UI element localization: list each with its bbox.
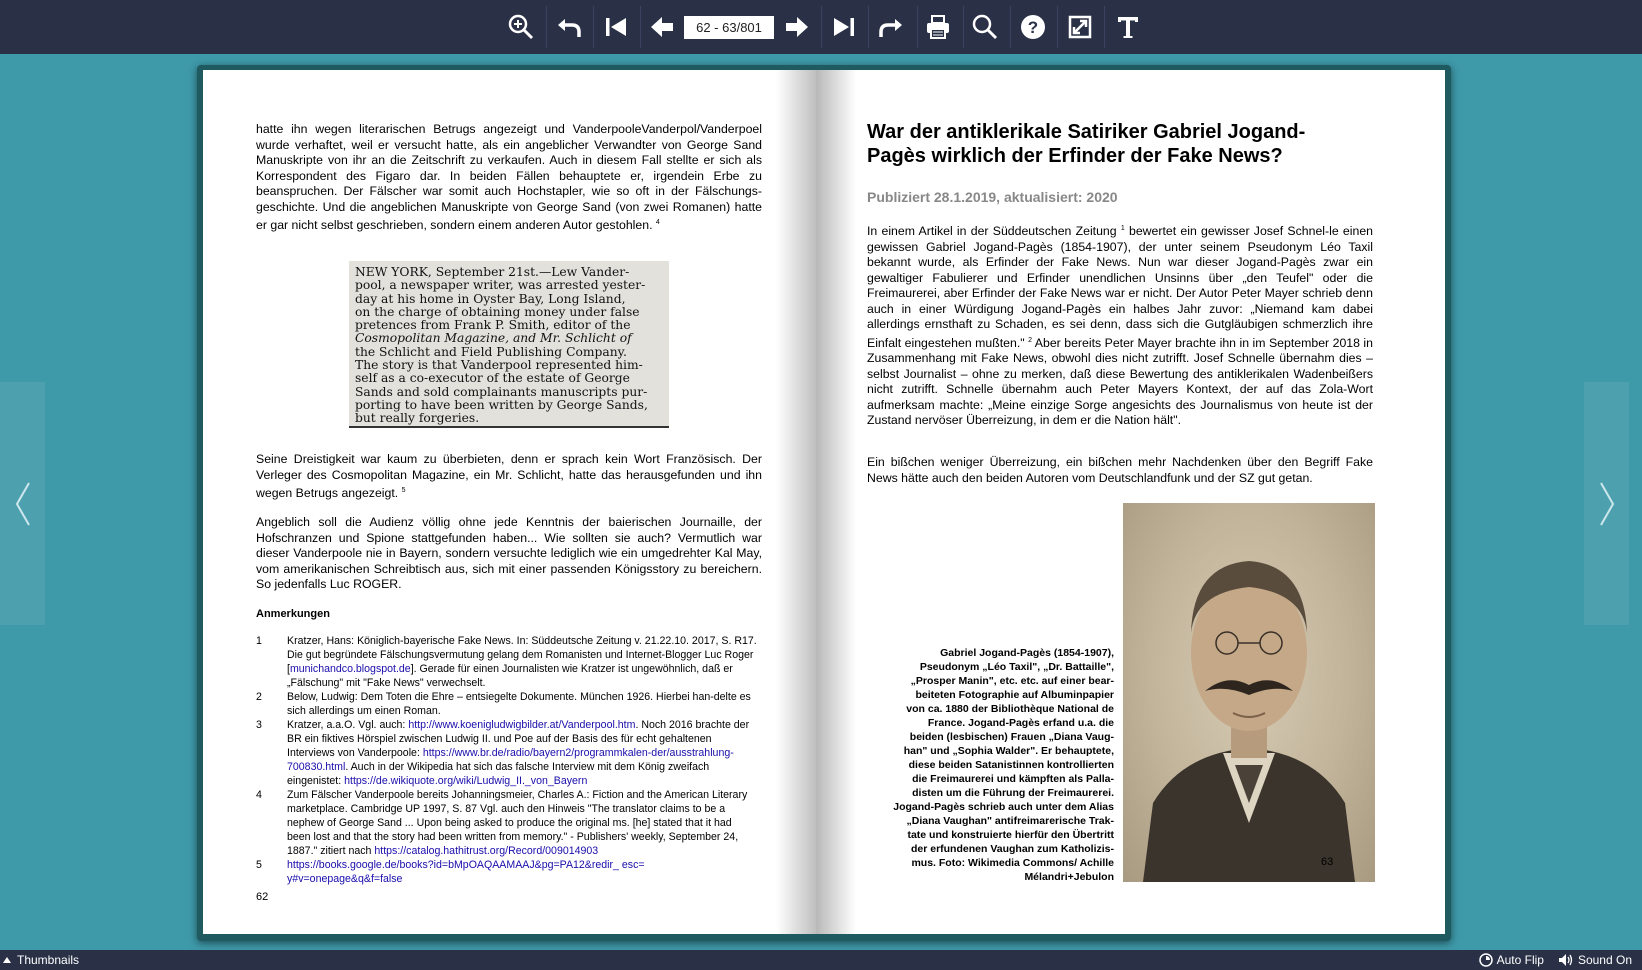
auto-flip-label: Auto Flip <box>1496 953 1544 967</box>
chevron-right-icon <box>1597 479 1617 529</box>
page-number-left: 62 <box>256 891 269 903</box>
footnote-2: 2 Below, Ludwig: Dem Toten die Ehre – entsiegelte Dokumente. München 1926. Hierbei han-delte es sich allerdings um einen Roman. <box>256 691 751 717</box>
fullscreen-icon <box>1066 13 1094 41</box>
redo-arrow-icon <box>877 13 905 41</box>
speaker-icon <box>1558 953 1574 967</box>
left-paragraph-1: hatte ihn wegen literarischen Betrugs angezeigt und VanderpooleVanderpol/Vanderpoel wurde verhaftet, weil er versucht hatte, als ein angeblicher Verwandter von George Sand Manuskripte von ihr an die Zeitschrift zu verkaufen. Auch in diesem Fall stellte er sich als Korrespondent des Figaro dar. In beiden Fällen behauptete er, irgendein Erbe zu beanspruchen. Der Fälscher war somit auch Hochstapler, wie so oft in der Fälschungs-geschichte. Und die angeblichen Manuskripte von George Sand (von zwei Romanen) hatte er gar nicht selbst geschrieben, sondern einem anderen Autor gestohlen. $^4$ <box>256 122 762 233</box>
search-icon <box>971 13 999 41</box>
undo-arrow-icon <box>555 13 583 41</box>
svg-text:?: ? <box>1027 18 1039 37</box>
footnote-5: 5 https://books.google.de/books?id=bMpOAQAAMAAJ&pg=PA12&redir_ esc=y#v=onepage&q&f=false <box>256 859 645 885</box>
text-icon <box>1114 13 1142 41</box>
forward-button[interactable] <box>871 7 911 47</box>
footnote-link[interactable]: https://books.google.de/books?id=bMpOAQAAMAAJ&pg=PA12&redir_ esc=y#v=onepage&q&f=false <box>287 859 645 885</box>
next-page-side-arrow[interactable] <box>1584 382 1629 625</box>
print-button[interactable] <box>918 7 958 47</box>
search-button[interactable] <box>965 7 1005 47</box>
zoom-in-button[interactable] <box>501 7 541 47</box>
help-icon <box>1019 13 1047 41</box>
footnote-1: 1 Kratzer, Hans: Königlich-bayerische Fake News. In: Süddeutsche Zeitung v. 21.22.10. 2017, S. R17. Die gut begründete Fälschungsvermutung gelang dem Romanisten und Internet-Blogger Luc Roger [munichandco.blogspot.de]. Gerade für einen Journalisten wie Kratzer ist ungewöhnlich, daß er „Fälschung" mit "Fake News" verwechselt. <box>256 635 757 689</box>
portrait-photo <box>1123 503 1375 882</box>
last-page-icon <box>830 13 858 41</box>
help-button[interactable] <box>1013 7 1053 47</box>
first-page-button[interactable] <box>596 7 636 47</box>
sound-button[interactable] <box>1558 953 1632 967</box>
footnote-link[interactable]: https://de.wikiquote.org/wiki/Ludwig_II._von_Bayern <box>344 775 588 787</box>
left-page[interactable] <box>203 70 816 934</box>
first-page-icon <box>602 13 630 41</box>
previous-page-side-arrow[interactable] <box>0 382 45 625</box>
chevron-left-icon <box>13 479 33 529</box>
auto-flip-button[interactable] <box>1479 953 1544 967</box>
sound-label: Sound On <box>1577 953 1632 967</box>
right-paragraph-1: In einem Artikel in der Süddeutschen Zeitung $^1$ bewertet ein gewisser Josef Schnel-le einen gewissen Gabriel Jogand-Pagès (1854-1907), der unter seinem Pseudonym Léo Taxil bekannt wurde, als Erfinder der Fake News. Nun war dieser Jogand-Pagès zwar ein gewaltiger Fabulierer und Erfinder unendlichen Unsinns über „den Teufel" oder die Freimaurerei, aber Erfinder der Fake News war er nicht. Der Autor Peter Mayer schrieb denn auch in einer Würdigung Jogand-Pagès ein halbes Jahr zuvor: „Niemand kam dabei allerdings ernsthaft zu Schaden, es sei denn, dass sich die Gutgläubigen schmerzlich ihre Einfalt eingestehen mußten." $^2$ Aber bereits Peter Mayer brachte ihn in im September 2018 in Zusammenhang mit Fake News, obwohl dies nicht zutrifft. Josef Schnelle übernahm dies – selbst Journalist – ohne zu merken, daß diese Bewertung des antiklerikalen Wadenbeißers nicht zutrifft. Schnelle übernahm auch Peter Mayers Kontext, der auf das Zola-Wort aufmerksam machte: „Meine einzige Sorge angesichts des Journalismus von heute ist der Zustand nervöser Überreizung, in dem er die Nation hält". <box>867 224 1374 428</box>
footnote-link[interactable]: https://catalog.hathitrust.org/Record/009014903 <box>374 845 599 857</box>
footnote-link[interactable]: http://www.koenigludwigbilder.at/Vanderpool.htm <box>408 719 636 731</box>
page-number-right: 63 <box>1321 856 1334 868</box>
bottom-bar <box>0 950 1642 970</box>
thumbnails-label: Thumbnails <box>17 953 80 967</box>
notes-heading: Anmerkungen <box>256 608 330 620</box>
arrow-left-icon <box>648 13 676 41</box>
arrow-right-icon <box>783 13 811 41</box>
footnote-4: 4 Zum Fälscher Vanderpoole bereits Johanningsmeier, Charles A.: Fiction and the American Literary marketplace. Cambridge UP 1997, S. 87 Vgl. auch den Hinweis "The translator claims to be a nephew of George Sand ... Upon being asked to produce the original ms. [he] stated that it had been lost and that the story had been written from memory." - Publishers' weekly, September 24, 1887." zitiert nach https://catalog.hathitrust.org/Record/009014903 <box>256 789 748 857</box>
previous-page-button[interactable] <box>642 7 682 47</box>
fullscreen-button[interactable] <box>1060 7 1100 47</box>
page-number-input[interactable]: 62 - 63/801 <box>684 16 774 39</box>
printer-icon <box>924 13 952 41</box>
newspaper-clipping: NEW YORK, September 21st.—Lew Vander- pool, a newspaper writer, was arrested yester- day at his home in Oyster Bay, Long Island, on the charge of obtaining money under false pretences from Frank P. Smith, editor of the Cosmopolitan Magazine, and Mr. Schlicht of the Schlicht and Field Publishing Company. The story is that Vanderpool represented him- self as a co-executor of the estate of George Sands and sold complainants manuscripts pur- porting to have been written by George Sands, but really forgeries. <box>349 261 669 428</box>
back-button[interactable] <box>549 7 589 47</box>
photo-caption: Gabriel Jogand-Pagès (1854-1907), Pseudonym „Léo Taxil", „Dr. Battaille", „Prosper Manin", etc. etc. auf einer bear- beiteten Fotographie auf Albuminpapier von ca. 1880 der Bibliothèque National de France. Jogand-Pagès erfand u.a. die beiden (lesbischen) Frauen „Diana Vaug- han" und „Sophia Walder". Er behauptete, diese beiden Satanistinnen kontrollierten die Freimaurerei und kämpften als Palla- disten um die Führung der Freimaurerei. Jogand-Pagès schrieb auch unter dem Alias „Diana Vaughan" antifreimarerische Trak- tate und konstruierte hierfür den Übertritt der erfundenen Vaughan zum Katholizis- mus. Foto: Wikimedia Commons/ Achille Mélandri+Jebulon <box>893 647 1114 883</box>
publication-date: Publiziert 28.1.2019, aktualisiert: 2020 <box>867 189 1118 205</box>
timer-icon <box>1479 953 1493 967</box>
right-page[interactable] <box>816 70 1445 934</box>
left-paragraph-3: Angeblich soll die Audienz völlig ohne jede Kenntnis der baierischen Journaille, der Hofschranzen und Spione stattgefunden haben... Wie sollten sie auch? Vermutlich war dieser Vanderpoole nie in Bayern, sondern versuchte lediglich wie ein umgedrehter Kal May, vom amerikanischen Schreibtisch aus, sich mit einer passenden Königsstory zu bereichern. So jedenfalls Luc ROGER. <box>256 515 762 591</box>
right-paragraph-2: Ein bißchen weniger Überreizung, ein bißchen mehr Nachdenken über den Begriff Fake News hätte auch den beiden Autoren vom Deutschlandfunk und der SZ gut getan. <box>867 455 1373 485</box>
footnote-link[interactable]: munichandco.blogspot.de <box>289 663 411 675</box>
triangle-up-icon <box>2 955 12 965</box>
footnote-3: 3 Kratzer, a.a.O. Vgl. auch: http://www.koenigludwigbilder.at/Vanderpool.htm. Noch 2016 brachte der BR ein fiktives Hörspiel zwischen Ludwig II. und Poe auf der Basis des für echt gehaltenen Interviews von Vanderpoole: https://www.br.de/radio/bayern2/programmkalen-der/ausstrahlung-700830.html. Auch in der Wikipedia hat sich das falsche Interview mit dem König zweifach eingenistet: https://de.wikiquote.org/wiki/Ludwig_II._von_Bayern <box>256 719 750 787</box>
next-page-button[interactable] <box>777 7 817 47</box>
toolbar <box>0 0 1642 54</box>
footnote-link[interactable]: https://www.br.de/radio/bayern2/programmkalen-der/ausstrahlung-700830.html <box>287 747 734 773</box>
zoom-in-icon <box>507 13 535 41</box>
text-mode-button[interactable] <box>1108 7 1148 47</box>
last-page-button[interactable] <box>824 7 864 47</box>
thumbnails-button[interactable] <box>2 953 79 967</box>
article-title: War der antiklerikale Satiriker Gabriel Jogand-Pagès wirklich der Erfinder der Fake News? <box>867 121 1306 167</box>
left-paragraph-2: Seine Dreistigkeit war kaum zu überbieten, denn er sprach kein Wort Französisch. Der Verleger des Cosmopolitan Magazine, ein Mr. Schlicht, hatte das herausgefunden und ihn wegen Betrugs angezeigt. $^5$ <box>256 452 762 501</box>
